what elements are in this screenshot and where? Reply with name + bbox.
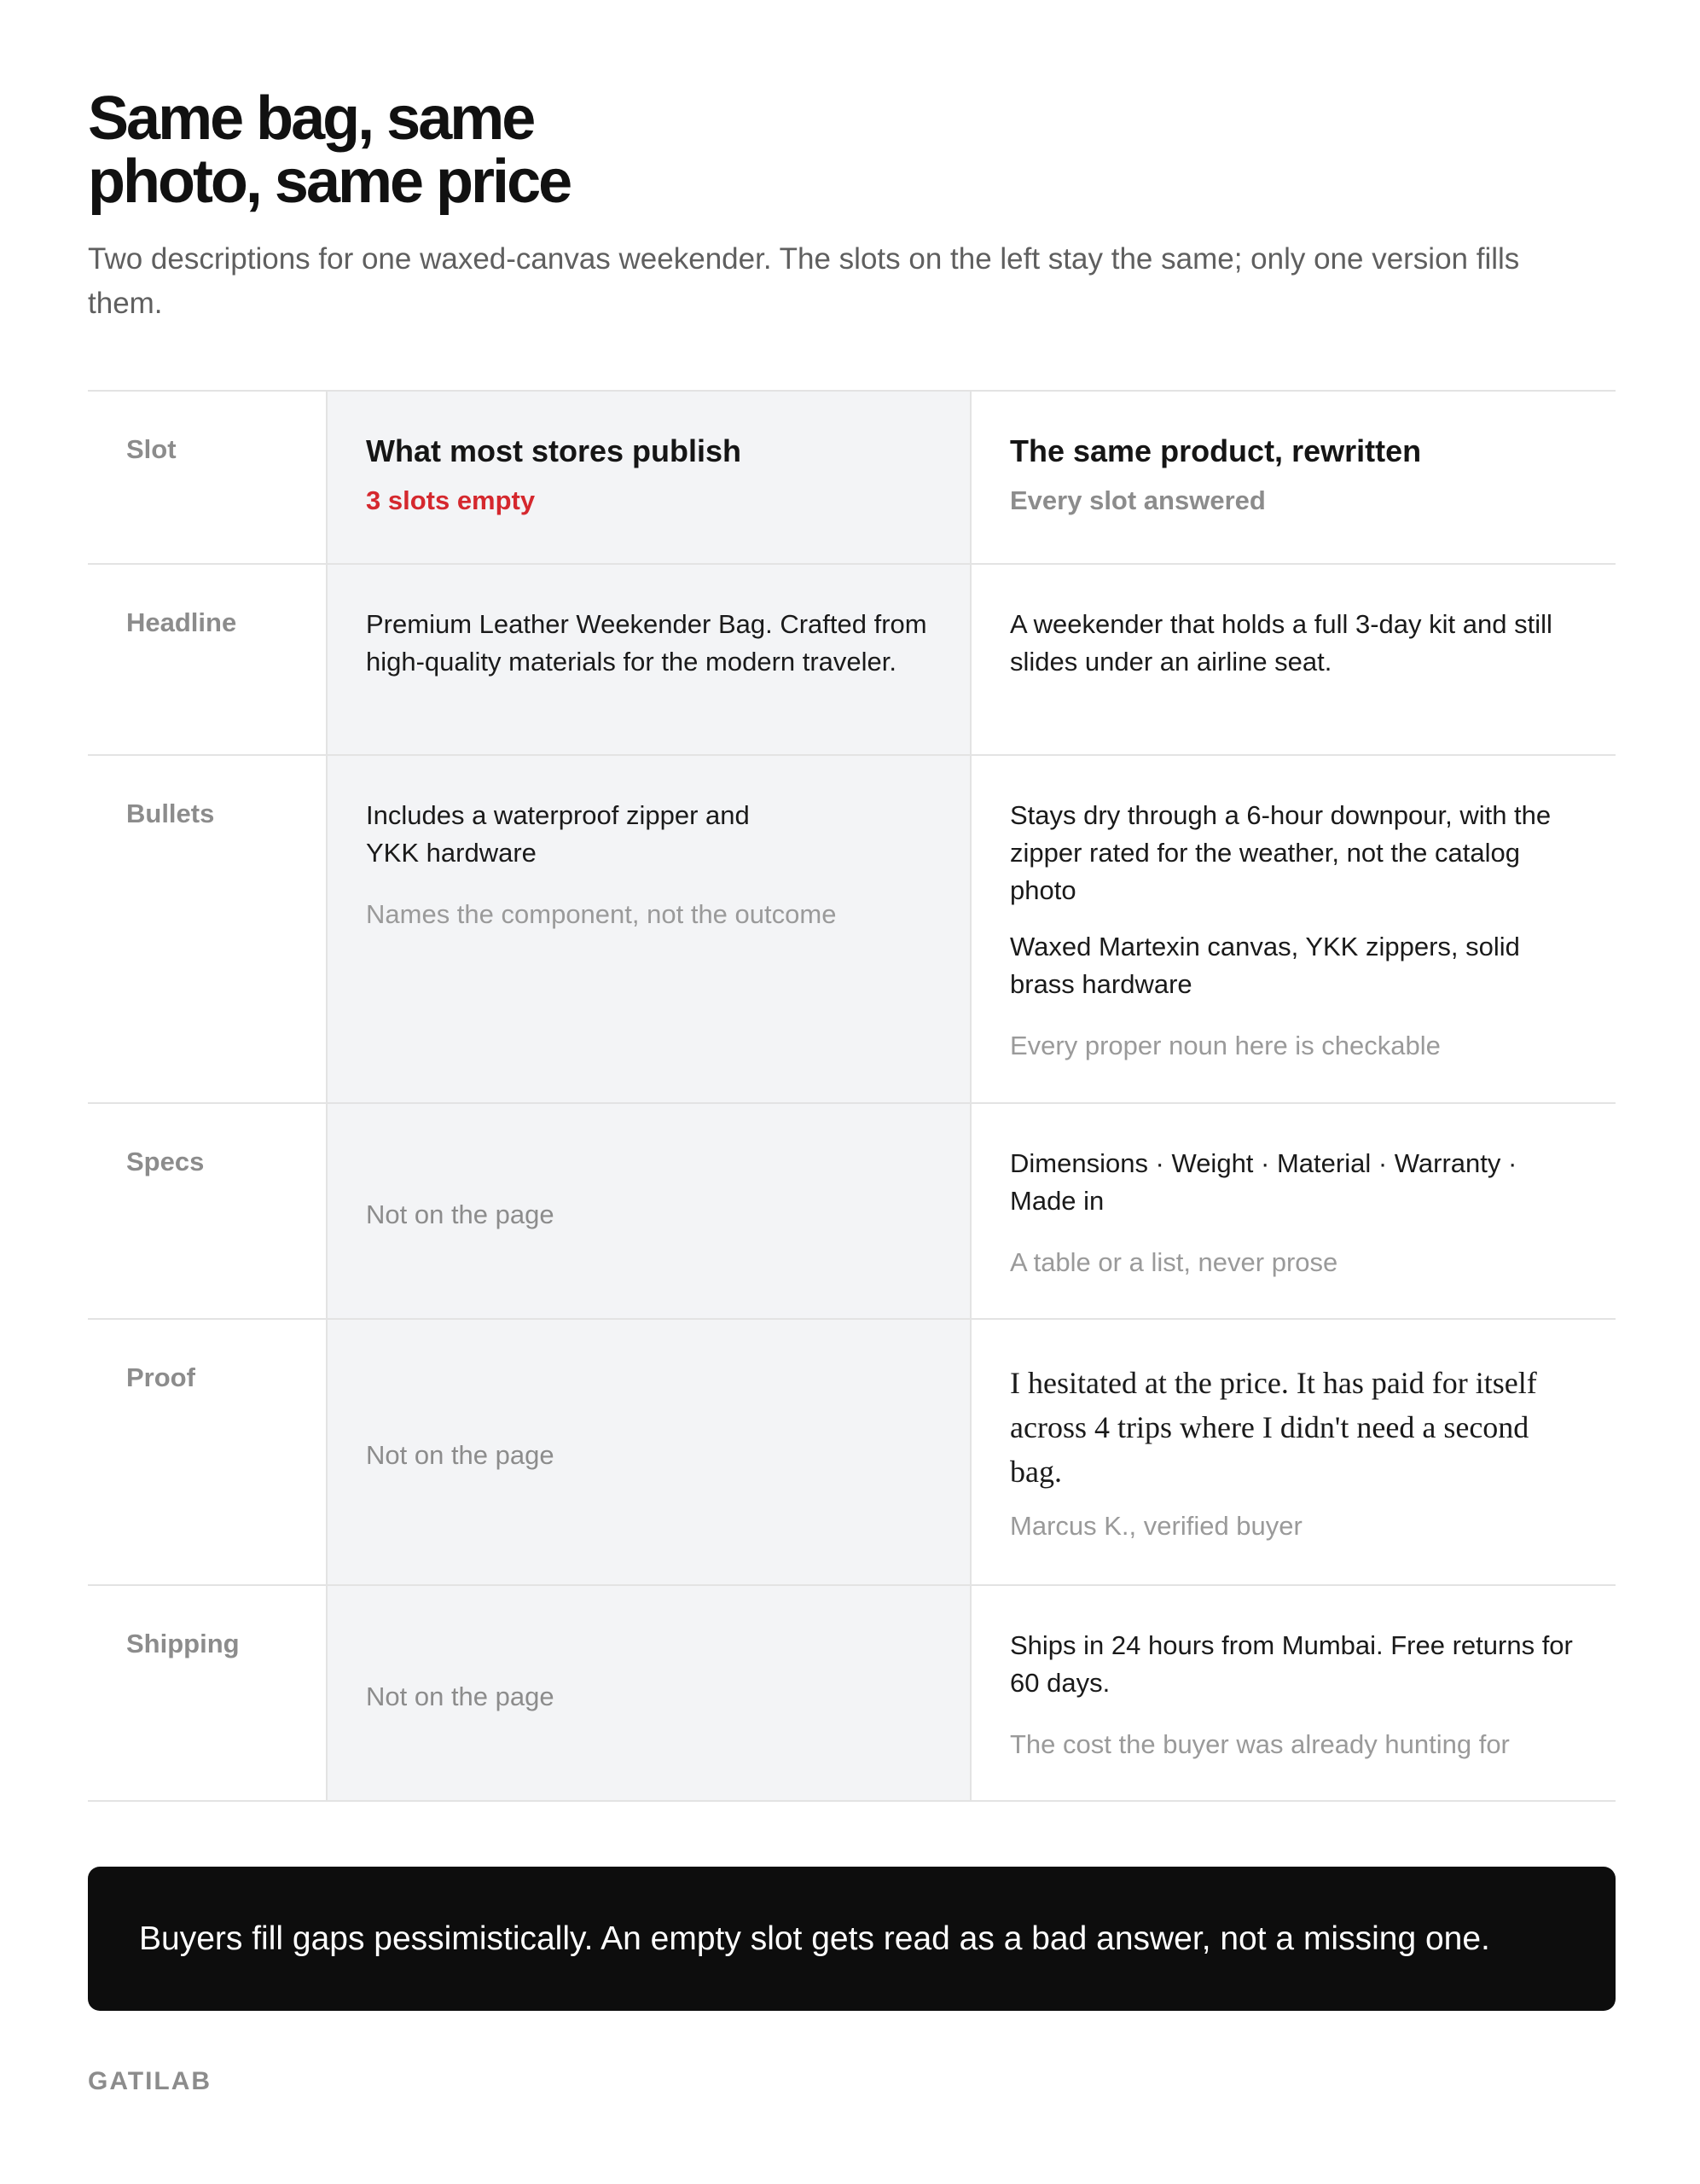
before-bullets-note: Names the component, not the outcome (366, 899, 837, 929)
before-shipping-empty: Not on the page (366, 1681, 554, 1711)
after-proof-quote: I hesitated at the price. It has paid for itself across 4 trips where I didn't need a second bag. (1010, 1366, 1537, 1489)
title-line-2: photo, same price (88, 148, 571, 216)
column-header-before (326, 392, 972, 563)
before-cell-specs (326, 1104, 972, 1318)
after-specs-text: Dimensions · Weight · Material · Warranty · Made in (1010, 1148, 1517, 1216)
before-specs-empty: Not on the page (366, 1199, 554, 1229)
table-row-bullets (88, 756, 1616, 1104)
after-shipping-text: Ships in 24 hours from Mumbai. Free returns for 60 days. (1010, 1630, 1573, 1698)
before-cell-headline (326, 565, 972, 754)
table-row-headline (88, 565, 1616, 756)
title-line-1: Same bag, same (88, 84, 534, 153)
page-subtitle: Two descriptions for one waxed-canvas weekender. The slots on the left stay the same; only one version fills them. (88, 242, 1520, 320)
after-bullet-2: Waxed Martexin canvas, YKK zippers, solid brass hardware (1010, 932, 1520, 999)
before-bullets-text: Includes a waterproof zipper and YKK hardware (366, 800, 750, 868)
table-row-shipping (88, 1586, 1616, 1802)
callout-banner (88, 1867, 1616, 2011)
comparison-table (88, 390, 1616, 1802)
column-header-slot: Slot (126, 434, 177, 464)
before-cell-proof (326, 1320, 972, 1584)
slot-label-shipping: Shipping (126, 1629, 240, 1658)
after-cell-headline (972, 565, 1616, 754)
table-header-row (88, 392, 1616, 565)
after-shipping-note: The cost the buyer was already hunting for (1010, 1729, 1510, 1759)
after-proof-attribution: Marcus K., verified buyer (1010, 1511, 1303, 1541)
slot-label-headline: Headline (126, 607, 237, 637)
callout-text: Buyers fill gaps pessimistically. An empty slot gets read as a bad answer, not a missing one. (139, 1920, 1490, 1957)
before-proof-empty: Not on the page (366, 1440, 554, 1470)
before-status-badge: 3 slots empty (366, 485, 536, 515)
after-column-title: The same product, rewritten (1010, 433, 1422, 468)
table-row-proof (88, 1320, 1616, 1586)
slot-label-proof: Proof (126, 1362, 195, 1392)
after-cell-proof (972, 1320, 1616, 1584)
brand-wordmark: GATILAB (88, 2067, 212, 2095)
after-bullets-note: Every proper noun here is checkable (1010, 1031, 1441, 1060)
table-row-specs (88, 1104, 1616, 1320)
column-header-after (972, 392, 1616, 563)
slot-label-bullets: Bullets (126, 799, 215, 828)
after-bullet-1: Stays dry through a 6-hour downpour, with the zipper rated for the weather, not the catalog photo (1010, 800, 1552, 905)
after-cell-specs (972, 1104, 1616, 1318)
before-cell-shipping (326, 1586, 972, 1800)
before-column-title: What most stores publish (366, 433, 742, 468)
before-headline-text: Premium Leather Weekender Bag. Crafted from high-quality materials for the modern traveler. (366, 609, 927, 677)
after-specs-note: A table or a list, never prose (1010, 1247, 1338, 1277)
after-cell-shipping (972, 1586, 1616, 1800)
after-headline-text: A weekender that holds a full 3-day kit and still slides under an airline seat. (1010, 609, 1552, 677)
after-cell-bullets (972, 756, 1616, 1102)
before-cell-bullets (326, 756, 972, 1102)
after-status-badge: Every slot answered (1010, 485, 1266, 515)
page-title (88, 84, 856, 216)
slot-label-specs: Specs (126, 1147, 205, 1176)
